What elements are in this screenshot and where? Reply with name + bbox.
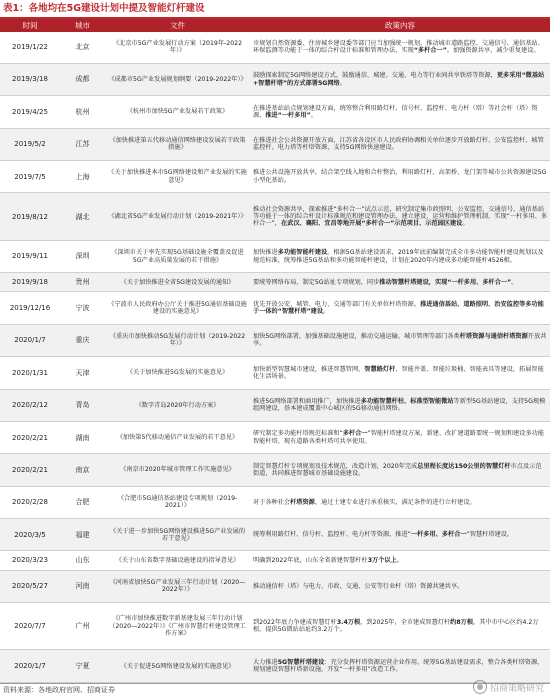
policy-text: ”智慧杆塔建设。 bbox=[466, 531, 514, 539]
table-row bbox=[0, 273, 550, 292]
table-row bbox=[0, 160, 550, 192]
row-document: 《关于加快推进全省5G建设发展的通知》 bbox=[105, 273, 250, 292]
policy-highlight: 杆塔资源与通信杆塔资源 bbox=[459, 333, 528, 341]
row-date: 2020/5/27 bbox=[0, 570, 60, 602]
row-date: 2020/2/28 bbox=[0, 486, 60, 518]
row-document: 《深圳市关于率先实现5G基础设施全覆盖及促进5G产业高质量发展的若干措施》 bbox=[105, 240, 250, 272]
row-policy bbox=[250, 32, 550, 63]
policy-highlight: 一杆多用、多杆合一 bbox=[410, 531, 467, 539]
row-city: 宁波 bbox=[60, 292, 105, 324]
policy-text: 加快新型智慧城市建设，推进智慧管网、 bbox=[253, 365, 365, 373]
row-policy bbox=[250, 519, 550, 551]
row-policy bbox=[250, 650, 550, 683]
row-date: 2020/7/7 bbox=[0, 602, 60, 650]
row-policy bbox=[250, 63, 550, 95]
row-document: 《广州市加快推进数字新基建发展三年行动计划（2020—2022年）》《广州市智慧灯杆建设管理工作方案》 bbox=[105, 602, 250, 650]
row-city: 上海 bbox=[60, 160, 105, 192]
table-row bbox=[0, 96, 550, 128]
table-row bbox=[0, 519, 550, 551]
row-policy bbox=[250, 193, 550, 241]
policy-highlight: 多功能智能杆建设 bbox=[277, 249, 328, 257]
row-date: 2020/3/5 bbox=[0, 519, 60, 551]
footer-rule bbox=[0, 683, 550, 684]
row-date: 2020/1/7 bbox=[0, 650, 60, 683]
row-city: 湖南 bbox=[60, 421, 105, 453]
row-document: 《南京市2020年城市管理工作实施意见》 bbox=[105, 454, 250, 486]
row-city: 北京 bbox=[60, 32, 105, 63]
policy-text: 市规划自然资源委、住房城乡建设委等部门应当加强统一规划，推动城市道路监控、交通信号、通信基站、环保监测等功能于一体的综合杆设计标准和管理办法，实现 bbox=[253, 40, 544, 55]
row-date: 2020/1/7 bbox=[0, 324, 60, 356]
policy-text: 优先开放公安、城管、电力、交通等部门有关单位杆塔资源。 bbox=[253, 300, 421, 308]
table-row bbox=[0, 602, 550, 650]
policy-text: 。 bbox=[462, 220, 469, 228]
row-date: 2019/7/5 bbox=[0, 160, 60, 192]
policy-text: 等新型5G基站建设，支持5G规模组网建设，基本建成覆盖中心城区的5G移动通信网络。 bbox=[253, 398, 546, 413]
table-title: 表1：各地均在5G建设计划中提及智能灯杆建设 bbox=[3, 3, 205, 14]
table-row bbox=[0, 193, 550, 241]
table-row bbox=[0, 551, 550, 570]
policy-text: 到2022年底力争建成智慧灯杆 bbox=[253, 619, 337, 626]
policy-highlight: 多杆合一 bbox=[342, 430, 368, 438]
policy-text: 在推进社会公共资源开放方面，江苏省各设区市人民政府协调相关单位逐步开放路灯杆、公安监控杆、城管监控杆、电力塔等杆塔资源，支持5G网络快速建设。 bbox=[253, 137, 544, 152]
policy-text: 。 bbox=[396, 556, 403, 564]
row-city: 福建 bbox=[60, 519, 105, 551]
policy-table bbox=[0, 19, 550, 683]
header-city: 城市 bbox=[60, 19, 105, 32]
row-date: 2019/1/22 bbox=[0, 32, 60, 63]
policy-text: 市点及示范街道，共同推进智慧城市基础设施建设。 bbox=[253, 462, 542, 477]
policy-text: 。 bbox=[310, 111, 317, 119]
policy-text: 推动通信杆（塔）与电力、市政、交通、公安等行业杆（塔）资源共建共享。 bbox=[253, 582, 464, 590]
policy-highlight: 智慧路灯杆 bbox=[364, 365, 396, 373]
table-row bbox=[0, 486, 550, 518]
policy-text: 对于各种社会 bbox=[253, 498, 291, 506]
policy-text: 鼓励探索制定5G网络建设方式，鼓励通信、城建、交通、电力等行业间共享铁塔等资源， bbox=[253, 72, 497, 80]
policy-text: 。 bbox=[511, 278, 518, 286]
row-policy bbox=[250, 160, 550, 192]
row-policy bbox=[250, 421, 550, 453]
row-city: 山东 bbox=[60, 551, 105, 570]
policy-highlight: 在武汉、襄阳、宜昌等地开展“多杆合一”示范项目、示范园区建设 bbox=[280, 220, 463, 228]
row-date: 2019/3/18 bbox=[0, 63, 60, 95]
row-policy bbox=[250, 602, 550, 650]
policy-text: ，其中市中心区约4.2万根，提供5G微站站址约3.2万个。 bbox=[253, 619, 539, 634]
policy-text: 。根据5G基站建设需求，2019年底前编制完成全市多功能智能杆建设规划以及规范标准，统筹推进5G基站和多功能智能杆建设，计划在2020年内建成多功能智能杆4526根。 bbox=[253, 249, 544, 264]
table-row bbox=[0, 570, 550, 602]
row-policy bbox=[250, 454, 550, 486]
row-city: 宁夏 bbox=[60, 650, 105, 683]
policy-highlight: 3万个以上 bbox=[367, 556, 397, 564]
row-document: 《重庆市加快推动5G发展行动计划（2019-2022年）》 bbox=[105, 324, 250, 356]
row-document: 《河南省加快5G产业发展三年行动计划（2020—2022年）》 bbox=[105, 570, 250, 602]
policy-highlight: 3.4万根 bbox=[336, 619, 361, 626]
table-row bbox=[0, 240, 550, 272]
policy-text: 加快5G网络部署，加强基础设施建设，推动交通运输、城市管理等部门各类 bbox=[253, 333, 460, 341]
policy-text: 。加强资源共享，减少重复建设。 bbox=[446, 47, 540, 55]
policy-text: 要统筹网络布局，制定5G站址专项规划，同步 bbox=[253, 278, 380, 286]
watermark-text: 招商策略研究 bbox=[489, 683, 544, 694]
row-policy bbox=[250, 570, 550, 602]
policy-text: ，到2025年，全市建成智慧灯杆 bbox=[360, 619, 451, 626]
row-document: 《数字青岛2020年行动方案》 bbox=[105, 389, 250, 421]
row-policy bbox=[250, 551, 550, 570]
table-row bbox=[0, 32, 550, 63]
table-row bbox=[0, 324, 550, 356]
row-policy bbox=[250, 486, 550, 518]
row-document: 《关于山东省数字基础设施建设的指导意见》 bbox=[105, 551, 250, 570]
table-row bbox=[0, 454, 550, 486]
policy-text: 推动社会资源共享，探索推进“多杆合一”试点示范，研究制定集市政照明、公安监控、交通信号、通信基站等功能于一体的综合杆设计标准规范和建设管理办法，建立建设、运营和维护管理机制，实现“一杆多用、多杆合一”， bbox=[253, 205, 548, 228]
policy-highlight: “多杆合一” bbox=[413, 47, 447, 55]
row-document: 《关于促进5G网络建设发展的实施意见》 bbox=[105, 650, 250, 683]
row-date: 2019/5/2 bbox=[0, 128, 60, 160]
policy-text: 。 bbox=[339, 79, 346, 87]
header-policy: 政策内容 bbox=[250, 19, 550, 32]
row-date: 2019/8/12 bbox=[0, 193, 60, 241]
table-header-row bbox=[0, 19, 550, 32]
row-date: 2020/2/21 bbox=[0, 454, 60, 486]
row-document: 《关于加快推进5G发展的实施意见》 bbox=[105, 357, 250, 389]
table-row bbox=[0, 389, 550, 421]
row-policy bbox=[250, 389, 550, 421]
row-document: 《成都市5G产业发展规划纲要（2019-2022年）》 bbox=[105, 63, 250, 95]
row-city: 南京 bbox=[60, 454, 105, 486]
row-document: 《关于加快推进本市5G网络建设和产业发展的实施意见》 bbox=[105, 160, 250, 192]
row-policy bbox=[250, 324, 550, 356]
row-policy bbox=[250, 128, 550, 160]
row-date: 2020/2/21 bbox=[0, 421, 60, 453]
table-body bbox=[0, 32, 550, 683]
policy-text: 在推进基站站点规划建设方面，统筹整合利用路灯杆、信号杆、监控杆、电力杆（塔）等社会杆（塔）资源， bbox=[253, 104, 538, 119]
policy-text: 。 bbox=[323, 308, 330, 316]
table-row bbox=[0, 63, 550, 95]
row-document: 《宁波市人民政府办公厅关于推进5G通信基础设施建设的实施意见》 bbox=[105, 292, 250, 324]
row-policy bbox=[250, 96, 550, 128]
table-row bbox=[0, 292, 550, 324]
source-note: 资料来源：各地政府官网、招商证券 bbox=[3, 686, 115, 694]
row-city: 广州 bbox=[60, 602, 105, 650]
policy-text: 推进5G网络部署和商用推广，加快推进 bbox=[253, 398, 361, 406]
header-date: 时间 bbox=[0, 19, 60, 32]
row-city: 深圳 bbox=[60, 240, 105, 272]
row-document: 《杭州市加快5G产业发展若干政策》 bbox=[105, 96, 250, 128]
row-date: 2019/4/25 bbox=[0, 96, 60, 128]
row-city: 合肥 bbox=[60, 486, 105, 518]
row-document: 《加快第5代移动通信产业发展的若干意见》 bbox=[105, 421, 250, 453]
policy-text: ”智能杆塔建设方案，新建、改扩建道路要统一规划和建设多功能智能杆塔，现有道路各类杆塔可共享使用。 bbox=[253, 430, 545, 445]
table-row bbox=[0, 650, 550, 683]
policy-text: 开放共享。 bbox=[253, 333, 547, 348]
row-city: 青岛 bbox=[60, 389, 105, 421]
row-policy bbox=[250, 240, 550, 272]
row-policy bbox=[250, 357, 550, 389]
row-city: 江苏 bbox=[60, 128, 105, 160]
policy-highlight: 推进“一杆多用” bbox=[265, 111, 311, 119]
row-document: 《湖北省5G产业发展行动计划（2019-2021年）》 bbox=[105, 193, 250, 241]
row-city: 成都 bbox=[60, 63, 105, 95]
policy-highlight: 推进通信基站、道路照明、治安监控等多功能于一体的“智慧杆塔”建设 bbox=[253, 300, 544, 316]
policy-highlight: 约8万根 bbox=[450, 619, 474, 626]
row-policy bbox=[250, 292, 550, 324]
row-city: 天津 bbox=[60, 357, 105, 389]
policy-highlight: 多功能智慧杆柱、标准型智能微站 bbox=[360, 398, 454, 406]
row-policy bbox=[250, 273, 550, 292]
row-city: 重庆 bbox=[60, 324, 105, 356]
row-city: 河南 bbox=[60, 570, 105, 602]
row-date: 2020/1/31 bbox=[0, 357, 60, 389]
row-document: 《北京市5G产业发展行动方案（2019年-2022年）》 bbox=[105, 32, 250, 63]
row-date: 2019/9/11 bbox=[0, 240, 60, 272]
row-city: 湖北 bbox=[60, 193, 105, 241]
policy-text: 、智能井盖、智能垃圾桶、智能表具等建设，拓展智能化生活场景。 bbox=[253, 365, 544, 380]
policy-text: 加快推进 bbox=[253, 249, 278, 257]
row-document: 《关于进一步加快5G网络建设推进5G产业发展的若干意见》 bbox=[105, 519, 250, 551]
policy-highlight: 5G智慧杆塔建设 bbox=[277, 659, 325, 667]
row-date: 2020/3/23 bbox=[0, 551, 60, 570]
policy-highlight: 总里程长度达150公里的智慧灯杆 bbox=[417, 462, 511, 470]
policy-highlight: 推动智慧杆塔建设，实现“一杆多用、多杆合一” bbox=[379, 278, 512, 286]
table-row bbox=[0, 357, 550, 389]
policy-text: 推进公共设施开放共享，结合架空线入地和合杆整治，利用路灯杆、高架桥、龙门架等城市公共资源建设5G小型化基站。 bbox=[253, 169, 547, 184]
row-date: 2019/9/18 bbox=[0, 273, 60, 292]
header-document: 文件 bbox=[105, 19, 250, 32]
policy-highlight: 更多采用“微基站+智慧杆塔”的方式部署5G网络 bbox=[253, 72, 545, 87]
policy-text: ：充分发挥杆塔资源运营企业作用，统筹5G基站建设需求，整合各类杆塔资源，规划建设智慧杆塔新设施，开发“一杆多用”改造工作。 bbox=[253, 659, 544, 674]
row-date: 2020/2/12 bbox=[0, 389, 60, 421]
wechat-logo-icon bbox=[473, 680, 487, 694]
row-city: 杭州 bbox=[60, 96, 105, 128]
policy-text: 研究制定多功能杆塔规范标准和“ bbox=[253, 430, 343, 438]
row-date: 2019/12/16 bbox=[0, 292, 60, 324]
policy-text: 大力推进 bbox=[253, 659, 278, 667]
table-row bbox=[0, 128, 550, 160]
row-document: 《合肥市5G通信基站建设专项规划（2019-2021）》 bbox=[105, 486, 250, 518]
table-row bbox=[0, 421, 550, 453]
policy-text: 制定智慧灯杆专项规划及技术规范，改造计划，2020年完成 bbox=[253, 462, 418, 470]
row-city: 贵州 bbox=[60, 273, 105, 292]
row-document: 《加快推进第五代移动通信网络建设发展若干政策措施》 bbox=[105, 128, 250, 160]
policy-text: 明确到2022年底，山东全省新建智慧杆柱 bbox=[253, 556, 368, 564]
policy-text: 统筹利用路灯杆、信号杆、监控杆、电力杆等资源，推进“ bbox=[253, 531, 411, 539]
policy-highlight: 杆塔资源 bbox=[290, 498, 315, 506]
policy-text: ，通过土建专业进行承重核实，满足条件的进行立杆建设。 bbox=[314, 498, 476, 506]
watermark bbox=[473, 680, 544, 694]
